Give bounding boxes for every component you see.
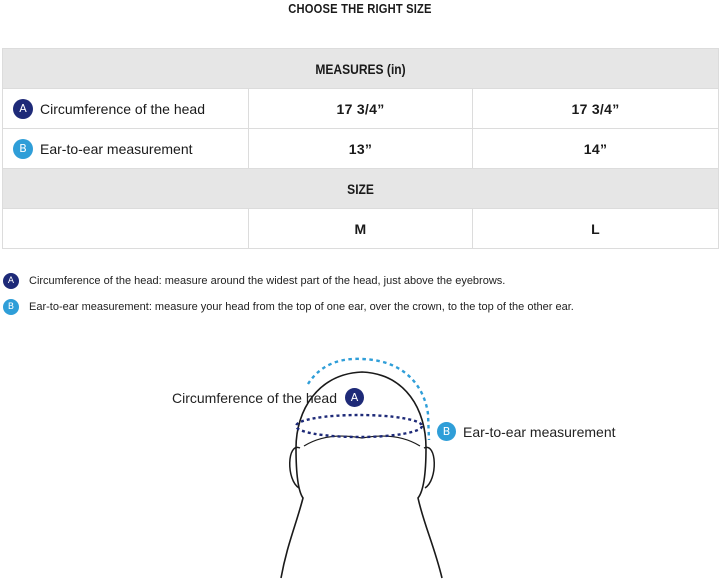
table-row	[3, 129, 719, 169]
note-text: Ear-to-ear measurement: measure your head from the top of one ear, over the crown, to the top of the other ear.	[29, 301, 574, 313]
row-label-cell	[3, 89, 249, 129]
table-row	[3, 89, 719, 129]
value-cell-m: 17 3/4”	[249, 89, 473, 129]
row-label: Circumference of the head	[40, 100, 205, 117]
diagram-label-b-text: Ear-to-ear measurement	[463, 423, 616, 440]
size-row	[3, 209, 719, 249]
badge-a-icon: A	[345, 388, 364, 407]
diagram-label-a-text: Circumference of the head	[172, 389, 337, 406]
measures-header: MEASURES (in)	[3, 49, 719, 89]
value-cell-l: 17 3/4”	[473, 89, 719, 129]
badge-b-icon: B	[3, 299, 19, 315]
badge-a-icon: A	[3, 273, 19, 289]
size-empty-cell	[3, 209, 249, 249]
row-label: Ear-to-ear measurement	[40, 140, 193, 157]
head-measurement-diagram	[0, 340, 720, 580]
size-header: SIZE	[3, 169, 719, 209]
size-m: M	[249, 209, 473, 249]
page-title: CHOOSE THE RIGHT SIZE	[288, 1, 432, 16]
note-text: Circumference of the head: measure around the widest part of the head, just above the eyebrows.	[29, 275, 506, 287]
measurement-notes	[3, 271, 718, 323]
size-header-row	[3, 169, 719, 209]
note-a	[3, 271, 718, 291]
note-b	[3, 297, 718, 317]
badge-a-icon: A	[13, 99, 33, 119]
measures-header-row	[3, 49, 719, 89]
diagram-label-a	[172, 388, 364, 407]
badge-b-icon: B	[437, 422, 456, 441]
value-cell-m: 13”	[249, 129, 473, 169]
value-cell-l: 14”	[473, 129, 719, 169]
row-label-cell	[3, 129, 249, 169]
badge-b-icon: B	[13, 139, 33, 159]
head-illustration	[0, 340, 720, 580]
size-l: L	[473, 209, 719, 249]
diagram-label-b	[437, 422, 616, 441]
circumference-ring	[296, 415, 422, 437]
size-chart-table	[2, 48, 719, 249]
